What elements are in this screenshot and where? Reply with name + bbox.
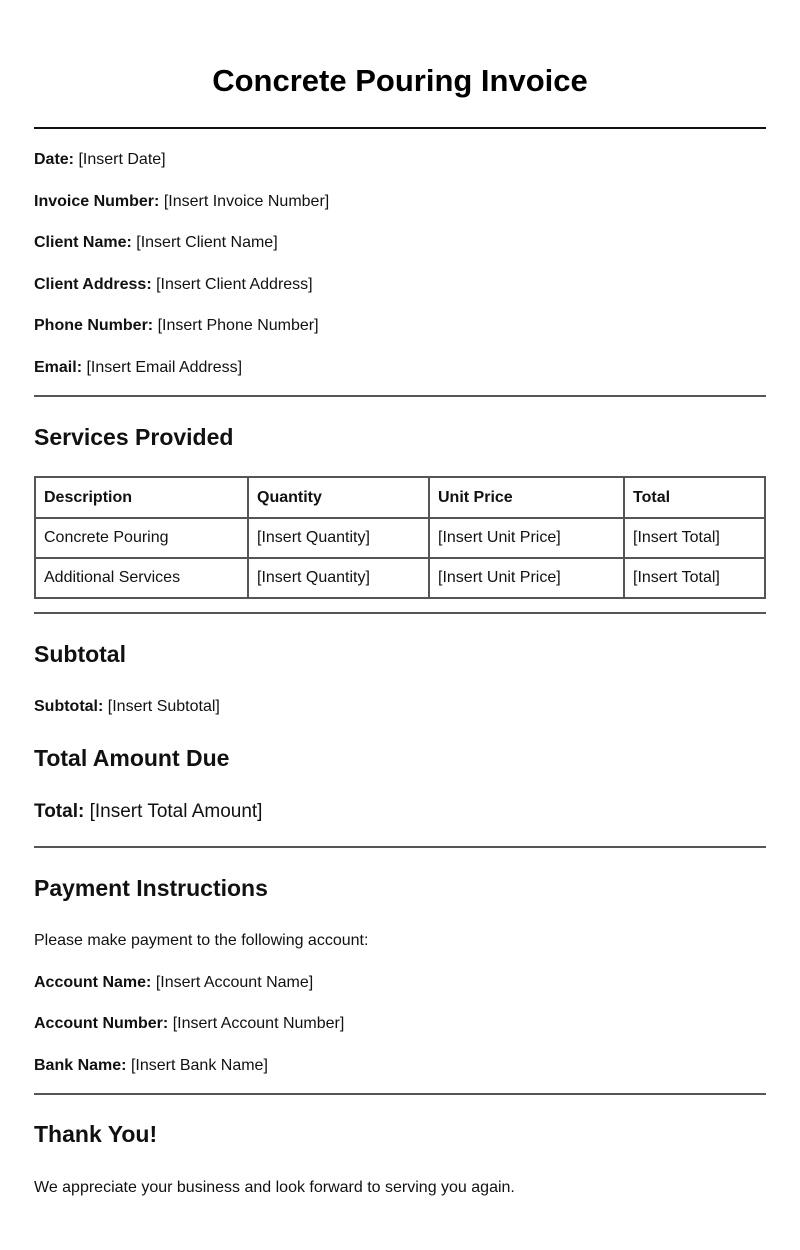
table-row bbox=[35, 518, 765, 558]
services-table bbox=[34, 476, 766, 599]
field-value: [Insert Invoice Number] bbox=[163, 193, 330, 210]
field-label: Total: bbox=[34, 801, 85, 822]
field-label: Email: bbox=[34, 359, 83, 376]
field-value: [Insert Total Amount] bbox=[89, 801, 263, 822]
field-value: [Insert Subtotal] bbox=[107, 698, 220, 715]
account-name-field bbox=[34, 973, 313, 993]
cell-description: Concrete Pouring bbox=[35, 518, 248, 558]
thank-you-heading: Thank You! bbox=[34, 1121, 158, 1147]
column-header-total: Total bbox=[624, 477, 765, 518]
section-divider bbox=[34, 395, 766, 397]
field-value: [Insert Email Address] bbox=[86, 359, 243, 376]
table-header-row bbox=[35, 477, 765, 518]
total-amount-field bbox=[34, 801, 262, 823]
bank-name-field bbox=[34, 1056, 268, 1076]
cell-quantity: [Insert Quantity] bbox=[248, 518, 429, 558]
cell-unit-price: [Insert Unit Price] bbox=[429, 558, 624, 598]
field-label: Account Name: bbox=[34, 974, 152, 991]
field-value: [Insert Bank Name] bbox=[130, 1057, 268, 1074]
field-value: [Insert Phone Number] bbox=[157, 317, 319, 334]
section-divider bbox=[34, 846, 766, 848]
services-heading: Services Provided bbox=[34, 424, 234, 450]
client-address-field bbox=[34, 275, 313, 295]
table-row bbox=[35, 558, 765, 598]
cell-total: [Insert Total] bbox=[624, 558, 765, 598]
subtotal-field bbox=[34, 697, 220, 717]
column-header-unit-price: Unit Price bbox=[429, 477, 624, 518]
cell-description: Additional Services bbox=[35, 558, 248, 598]
field-value: [Insert Account Number] bbox=[172, 1015, 345, 1032]
thank-you-message: We appreciate your business and look forward to serving you again. bbox=[34, 1179, 515, 1196]
email-field bbox=[34, 358, 242, 378]
account-number-field bbox=[34, 1014, 344, 1034]
field-value: [Insert Date] bbox=[78, 151, 166, 168]
field-label: Client Address: bbox=[34, 276, 152, 293]
field-label: Phone Number: bbox=[34, 317, 154, 334]
invoice-number-field bbox=[34, 192, 329, 212]
field-label: Invoice Number: bbox=[34, 193, 160, 210]
client-name-field bbox=[34, 233, 278, 253]
column-header-quantity: Quantity bbox=[248, 477, 429, 518]
cell-total: [Insert Total] bbox=[624, 518, 765, 558]
field-label: Account Number: bbox=[34, 1015, 169, 1032]
cell-quantity: [Insert Quantity] bbox=[248, 558, 429, 598]
date-field bbox=[34, 150, 166, 170]
phone-number-field bbox=[34, 316, 319, 336]
field-value: [Insert Client Name] bbox=[136, 234, 278, 251]
field-value: [Insert Account Name] bbox=[155, 974, 314, 991]
subtotal-heading: Subtotal bbox=[34, 641, 126, 667]
cell-unit-price: [Insert Unit Price] bbox=[429, 518, 624, 558]
invoice-title: Concrete Pouring Invoice bbox=[212, 63, 588, 98]
payment-heading: Payment Instructions bbox=[34, 875, 268, 901]
field-label: Subtotal: bbox=[34, 698, 104, 715]
title-divider bbox=[34, 127, 766, 129]
section-divider bbox=[34, 1093, 766, 1095]
payment-intro: Please make payment to the following account: bbox=[34, 932, 369, 949]
total-due-heading: Total Amount Due bbox=[34, 745, 230, 771]
field-label: Date: bbox=[34, 151, 75, 168]
column-header-description: Description bbox=[35, 477, 248, 518]
section-divider bbox=[34, 612, 766, 614]
field-label: Bank Name: bbox=[34, 1057, 127, 1074]
field-value: [Insert Client Address] bbox=[156, 276, 313, 293]
field-label: Client Name: bbox=[34, 234, 132, 251]
